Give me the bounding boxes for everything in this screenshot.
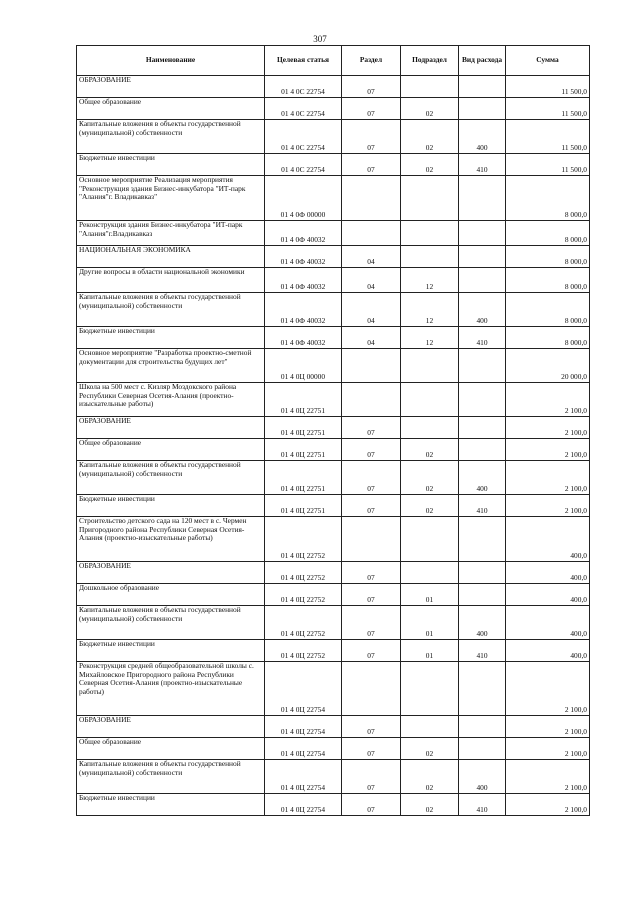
- row-expense-cell: 410: [459, 640, 506, 662]
- row-sum-cell: 11 500,0: [506, 154, 590, 176]
- row-section-cell: 07: [342, 584, 401, 606]
- row-section-cell: 04: [342, 268, 401, 293]
- row-sum-cell: 2 100,0: [506, 383, 590, 417]
- row-code-cell: 01 4 0С 22754: [265, 98, 342, 120]
- table-row: [77, 662, 590, 716]
- row-expense-cell: 400: [459, 760, 506, 794]
- row-code-cell: 01 4 0С 22754: [265, 154, 342, 176]
- row-section-cell: [342, 349, 401, 383]
- row-name-cell: ОБРАЗОВАНИЕ: [77, 76, 265, 98]
- row-expense-cell: [459, 662, 506, 716]
- table-row: [77, 293, 590, 327]
- row-name-cell: Другие вопросы в области национальной экономики: [77, 268, 265, 293]
- row-code-cell: 01 4 0Ц 22754: [265, 794, 342, 816]
- row-sum-cell: 400,0: [506, 562, 590, 584]
- row-expense-cell: [459, 738, 506, 760]
- row-name-cell: Капитальные вложения в объекты государственной (муниципальной) собственности: [77, 760, 265, 794]
- row-name-cell: Основное мероприятие Реализация мероприятия "Реконструкция здания Бизнес-инкубатора "ИТ-парк "Алания"г. Владикавказ": [77, 176, 265, 221]
- row-subsection-cell: [401, 417, 459, 439]
- row-code-cell: 01 4 0Ц 00000: [265, 349, 342, 383]
- table-row: [77, 495, 590, 517]
- header-section: Раздел: [342, 46, 401, 76]
- row-name-cell: Дошкольное образование: [77, 584, 265, 606]
- row-name-cell: Капитальные вложения в объекты государственной (муниципальной) собственности: [77, 461, 265, 495]
- row-sum-cell: 20 000,0: [506, 349, 590, 383]
- row-name-cell: Общее образование: [77, 439, 265, 461]
- row-sum-cell: 400,0: [506, 517, 590, 562]
- row-subsection-cell: [401, 176, 459, 221]
- row-subsection-cell: 02: [401, 98, 459, 120]
- row-sum-cell: 8 000,0: [506, 221, 590, 246]
- row-subsection-cell: 02: [401, 760, 459, 794]
- row-expense-cell: [459, 417, 506, 439]
- table-row: [77, 98, 590, 120]
- row-subsection-cell: 12: [401, 327, 459, 349]
- row-sum-cell: 2 100,0: [506, 794, 590, 816]
- row-section-cell: [342, 221, 401, 246]
- row-name-cell: Строительство детского сада на 120 мест в с. Чермен Пригородного района Республики Северная Осетия-Алания (проектно-изыскательные работы): [77, 517, 265, 562]
- row-name-cell: Бюджетные инвестиции: [77, 327, 265, 349]
- header-subsection: Подраздел: [401, 46, 459, 76]
- table-row: [77, 246, 590, 268]
- row-subsection-cell: 01: [401, 606, 459, 640]
- row-section-cell: 07: [342, 738, 401, 760]
- table-row: [77, 461, 590, 495]
- row-expense-cell: [459, 716, 506, 738]
- row-sum-cell: 8 000,0: [506, 268, 590, 293]
- row-expense-cell: [459, 439, 506, 461]
- row-expense-cell: [459, 268, 506, 293]
- row-section-cell: 07: [342, 417, 401, 439]
- row-code-cell: 01 4 0Ц 22751: [265, 461, 342, 495]
- table-header-row: [77, 46, 590, 76]
- row-subsection-cell: [401, 221, 459, 246]
- row-expense-cell: 410: [459, 327, 506, 349]
- row-sum-cell: 2 100,0: [506, 439, 590, 461]
- row-name-cell: НАЦИОНАЛЬНАЯ ЭКОНОМИКА: [77, 246, 265, 268]
- table-row: [77, 120, 590, 154]
- row-code-cell: 01 4 0Ц 22752: [265, 606, 342, 640]
- row-name-cell: ОБРАЗОВАНИЕ: [77, 417, 265, 439]
- table-row: [77, 584, 590, 606]
- row-subsection-cell: 02: [401, 738, 459, 760]
- row-name-cell: Бюджетные инвестиции: [77, 495, 265, 517]
- row-subsection-cell: [401, 383, 459, 417]
- row-code-cell: 01 4 0С 22754: [265, 76, 342, 98]
- row-section-cell: 07: [342, 562, 401, 584]
- row-name-cell: Капитальные вложения в объекты государственной (муниципальной) собственности: [77, 120, 265, 154]
- row-sum-cell: 8 000,0: [506, 176, 590, 221]
- row-section-cell: 07: [342, 760, 401, 794]
- table-row: [77, 176, 590, 221]
- row-code-cell: 01 4 0Ф 40032: [265, 268, 342, 293]
- row-subsection-cell: 02: [401, 794, 459, 816]
- table-row: [77, 417, 590, 439]
- row-code-cell: 01 4 0Ц 22751: [265, 439, 342, 461]
- row-sum-cell: 2 100,0: [506, 495, 590, 517]
- row-code-cell: 01 4 0Ц 22754: [265, 716, 342, 738]
- row-sum-cell: 2 100,0: [506, 662, 590, 716]
- header-name: Наименование: [77, 46, 265, 76]
- row-sum-cell: 400,0: [506, 584, 590, 606]
- row-section-cell: 07: [342, 461, 401, 495]
- row-section-cell: 07: [342, 98, 401, 120]
- row-expense-cell: [459, 246, 506, 268]
- row-subsection-cell: [401, 662, 459, 716]
- row-name-cell: Капитальные вложения в объекты государственной (муниципальной) собственности: [77, 293, 265, 327]
- row-expense-cell: 410: [459, 154, 506, 176]
- table-row: [77, 154, 590, 176]
- row-expense-cell: 400: [459, 293, 506, 327]
- table-row: [77, 221, 590, 246]
- row-sum-cell: 2 100,0: [506, 760, 590, 794]
- row-name-cell: ОБРАЗОВАНИЕ: [77, 562, 265, 584]
- row-code-cell: 01 4 0Ц 22751: [265, 495, 342, 517]
- row-sum-cell: 2 100,0: [506, 461, 590, 495]
- row-code-cell: 01 4 0Ц 22751: [265, 417, 342, 439]
- row-subsection-cell: [401, 716, 459, 738]
- row-subsection-cell: [401, 246, 459, 268]
- row-sum-cell: 8 000,0: [506, 327, 590, 349]
- row-code-cell: 01 4 0Ф 40032: [265, 246, 342, 268]
- row-expense-cell: [459, 562, 506, 584]
- row-name-cell: Реконструкция здания Бизнес-инкубатора "ИТ-парк "Алания"г.Владикавказ: [77, 221, 265, 246]
- row-code-cell: 01 4 0Ц 22754: [265, 738, 342, 760]
- table-row: [77, 349, 590, 383]
- row-subsection-cell: [401, 349, 459, 383]
- row-name-cell: Общее образование: [77, 98, 265, 120]
- row-section-cell: 07: [342, 76, 401, 98]
- row-expense-cell: 400: [459, 120, 506, 154]
- row-section-cell: 07: [342, 716, 401, 738]
- row-sum-cell: 400,0: [506, 640, 590, 662]
- row-subsection-cell: 12: [401, 268, 459, 293]
- table-row: [77, 640, 590, 662]
- table-row: [77, 268, 590, 293]
- row-name-cell: Реконструкция средней общеобразовательной школы с. Михайловское Пригородного района Республики Северная Осетия-Алания (проектно-изыскательные работы): [77, 662, 265, 716]
- row-subsection-cell: 02: [401, 439, 459, 461]
- row-section-cell: 07: [342, 154, 401, 176]
- row-expense-cell: 410: [459, 794, 506, 816]
- row-section-cell: 07: [342, 439, 401, 461]
- row-section-cell: [342, 517, 401, 562]
- row-sum-cell: 11 500,0: [506, 120, 590, 154]
- row-section-cell: [342, 176, 401, 221]
- row-sum-cell: 11 500,0: [506, 98, 590, 120]
- row-sum-cell: 2 100,0: [506, 716, 590, 738]
- row-code-cell: 01 4 0Ц 22754: [265, 662, 342, 716]
- table-body: [77, 76, 590, 816]
- row-sum-cell: 2 100,0: [506, 738, 590, 760]
- row-name-cell: ОБРАЗОВАНИЕ: [77, 716, 265, 738]
- row-section-cell: 04: [342, 327, 401, 349]
- header-code: Целевая статья: [265, 46, 342, 76]
- row-code-cell: 01 4 0Ц 22752: [265, 562, 342, 584]
- table-row: [77, 606, 590, 640]
- table-row: [77, 562, 590, 584]
- table-row: [77, 76, 590, 98]
- row-name-cell: Основное мероприятие "Разработка проектно-сметной документации для строительства будущих лет": [77, 349, 265, 383]
- row-section-cell: 07: [342, 640, 401, 662]
- row-expense-cell: [459, 221, 506, 246]
- row-subsection-cell: 02: [401, 120, 459, 154]
- row-code-cell: 01 4 0Ц 22752: [265, 517, 342, 562]
- row-subsection-cell: 02: [401, 495, 459, 517]
- row-code-cell: 01 4 0Ф 40032: [265, 221, 342, 246]
- table-row: [77, 716, 590, 738]
- row-subsection-cell: 12: [401, 293, 459, 327]
- table-row: [77, 327, 590, 349]
- header-expense-type: Вид расхода: [459, 46, 506, 76]
- row-name-cell: Школа на 500 мест с. Кизляр Моздокского района Республики Северная Осетия-Алания (проектно-изыскательные работы): [77, 383, 265, 417]
- row-section-cell: 07: [342, 495, 401, 517]
- row-name-cell: Капитальные вложения в объекты государственной (муниципальной) собственности: [77, 606, 265, 640]
- row-sum-cell: 400,0: [506, 606, 590, 640]
- row-sum-cell: 8 000,0: [506, 293, 590, 327]
- row-section-cell: 07: [342, 120, 401, 154]
- row-section-cell: [342, 383, 401, 417]
- row-subsection-cell: 02: [401, 154, 459, 176]
- row-section-cell: 07: [342, 794, 401, 816]
- row-code-cell: 01 4 0С 22754: [265, 120, 342, 154]
- row-section-cell: 04: [342, 293, 401, 327]
- header-sum: Сумма: [506, 46, 590, 76]
- row-sum-cell: 2 100,0: [506, 417, 590, 439]
- row-expense-cell: [459, 517, 506, 562]
- row-expense-cell: [459, 383, 506, 417]
- row-subsection-cell: [401, 517, 459, 562]
- table-row: [77, 517, 590, 562]
- row-code-cell: 01 4 0Ц 22754: [265, 760, 342, 794]
- row-section-cell: [342, 662, 401, 716]
- row-subsection-cell: 01: [401, 640, 459, 662]
- table-row: [77, 383, 590, 417]
- row-code-cell: 01 4 0Ц 22751: [265, 383, 342, 417]
- row-section-cell: 04: [342, 246, 401, 268]
- row-code-cell: 01 4 0Ф 40032: [265, 293, 342, 327]
- row-code-cell: 01 4 0Ф 00000: [265, 176, 342, 221]
- row-expense-cell: [459, 349, 506, 383]
- table-row: [77, 439, 590, 461]
- row-expense-cell: [459, 584, 506, 606]
- row-sum-cell: 8 000,0: [506, 246, 590, 268]
- row-subsection-cell: 01: [401, 584, 459, 606]
- row-code-cell: 01 4 0Ф 40032: [265, 327, 342, 349]
- row-sum-cell: 11 500,0: [506, 76, 590, 98]
- row-name-cell: Бюджетные инвестиции: [77, 154, 265, 176]
- row-subsection-cell: [401, 76, 459, 98]
- row-name-cell: Бюджетные инвестиции: [77, 794, 265, 816]
- row-expense-cell: 400: [459, 606, 506, 640]
- row-name-cell: Бюджетные инвестиции: [77, 640, 265, 662]
- row-name-cell: Общее образование: [77, 738, 265, 760]
- row-subsection-cell: 02: [401, 461, 459, 495]
- budget-table: [76, 45, 590, 816]
- row-code-cell: 01 4 0Ц 22752: [265, 584, 342, 606]
- row-section-cell: 07: [342, 606, 401, 640]
- page-number: 307: [313, 34, 327, 44]
- row-expense-cell: 400: [459, 461, 506, 495]
- row-expense-cell: [459, 176, 506, 221]
- row-code-cell: 01 4 0Ц 22752: [265, 640, 342, 662]
- table-row: [77, 794, 590, 816]
- row-subsection-cell: [401, 562, 459, 584]
- row-expense-cell: 410: [459, 495, 506, 517]
- row-expense-cell: [459, 76, 506, 98]
- row-expense-cell: [459, 98, 506, 120]
- table-row: [77, 738, 590, 760]
- table-row: [77, 760, 590, 794]
